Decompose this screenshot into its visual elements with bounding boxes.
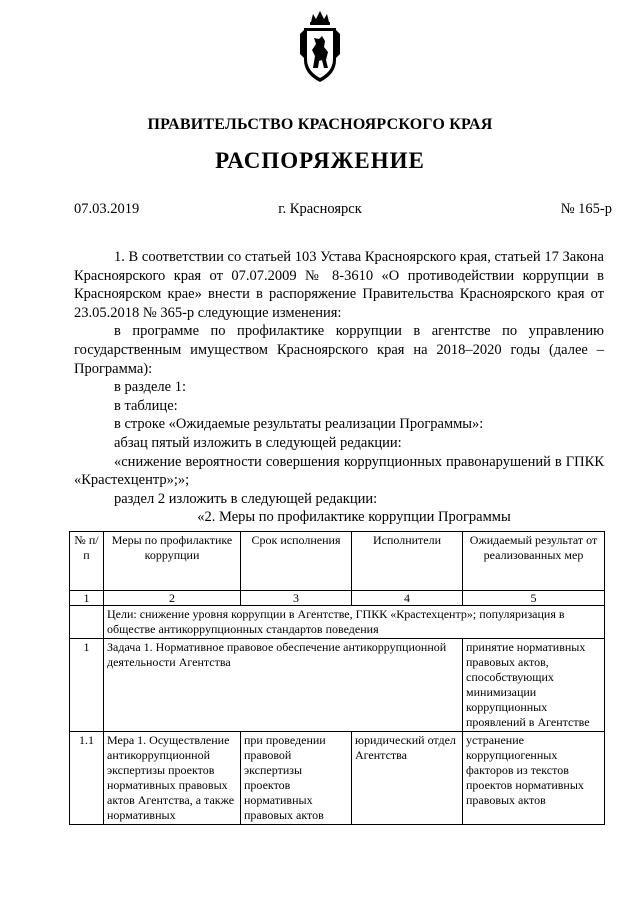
column-number: 5 bbox=[463, 591, 605, 606]
section-title: «2. Меры по профилактике коррупции Программы bbox=[197, 509, 511, 526]
document-number: № 165-р bbox=[560, 201, 612, 217]
document-date: 07.03.2019 bbox=[74, 201, 140, 217]
paragraph-8: раздел 2 изложить в следующей редакции: bbox=[114, 490, 378, 507]
column-number: 2 bbox=[104, 591, 241, 606]
paragraph-7: «снижение вероятности совершения коррупционных правонарушений в ГПКК «Крастехцентр»;»; bbox=[74, 453, 604, 489]
paragraph-4: в таблице: bbox=[114, 397, 178, 414]
document-city: г. Красноярск bbox=[278, 201, 362, 217]
header-cell-result: Ожидаемый результат от реализованных мер bbox=[463, 532, 605, 591]
column-number: 1 bbox=[70, 591, 104, 606]
task-number-cell: 1 bbox=[70, 639, 104, 732]
table-column-numbers-row bbox=[70, 591, 605, 606]
paragraph-3: в разделе 1: bbox=[114, 379, 187, 396]
task-text-cell: Задача 1. Нормативное правовое обеспечение антикоррупционной деятельности Агентства bbox=[104, 639, 463, 732]
organization-title: ПРАВИТЕЛЬСТВО КРАСНОЯРСКОГО КРАЯ bbox=[147, 116, 493, 133]
document-body bbox=[74, 248, 604, 527]
measure-text-cell: Мера 1. Осуществление антикоррупционной экспертизы проектов нормативных правовых актов Агентства, а также нормативных bbox=[104, 732, 241, 825]
measure-executor-cell: юридический отдел Агентства bbox=[352, 732, 463, 825]
table-row-goals bbox=[70, 606, 605, 639]
header-cell-term: Срок исполнения bbox=[241, 532, 352, 591]
paragraph-1: 1. В соответствии со статьей 103 Устава Красноярского края, статьей 17 Закона Красноярского края от 07.07.2009 № 8-3610 «О противодействии коррупции в Красноярском крае» внести в распоряжение Правительства Красноярского края от 23.05.2018 № 365-р следующие изменения: bbox=[74, 249, 604, 321]
document-type-title: РАСПОРЯЖЕНИЕ bbox=[215, 148, 425, 173]
measure-term-cell: при проведении правовой экспертизы проектов нормативных правовых актов bbox=[241, 732, 352, 825]
table-row-task-1 bbox=[70, 639, 605, 732]
paragraph-6: абзац пятый изложить в следующей редакции: bbox=[114, 434, 402, 451]
column-number: 4 bbox=[352, 591, 463, 606]
header-cell-executors: Исполнители bbox=[352, 532, 463, 591]
goals-cell: Цели: снижение уровня коррупции в Агентстве, ГПКК «Крастехцентр»; популяризация в обществе антикоррупционных стандартов поведения bbox=[104, 606, 605, 639]
header-cell-measures: Меры по профилактике коррупции bbox=[104, 532, 241, 591]
measures-table bbox=[69, 531, 605, 825]
header-cell-num: № п/п bbox=[70, 532, 104, 591]
measure-result-cell: устранение коррупциогенных факторов из текстов проектов нормативных правовых актов bbox=[463, 732, 605, 825]
column-number: 3 bbox=[241, 591, 352, 606]
paragraph-5: в строке «Ожидаемые результаты реализации Программы»: bbox=[114, 416, 484, 433]
paragraph-2: в программе по профилактике коррупции в агентстве по управлению государственным имуществом Красноярского края на 2018–2020 годы (далее – Программа): bbox=[74, 323, 604, 377]
task-result-cell: принятие нормативных правовых актов, способствующих минимизации коррупционных проявлений в Агентстве bbox=[463, 639, 605, 732]
measure-number-cell: 1.1 bbox=[70, 732, 104, 825]
coat-of-arms-icon bbox=[298, 8, 342, 88]
table-header-row bbox=[70, 532, 605, 591]
table-row-measure-1-1 bbox=[70, 732, 605, 825]
